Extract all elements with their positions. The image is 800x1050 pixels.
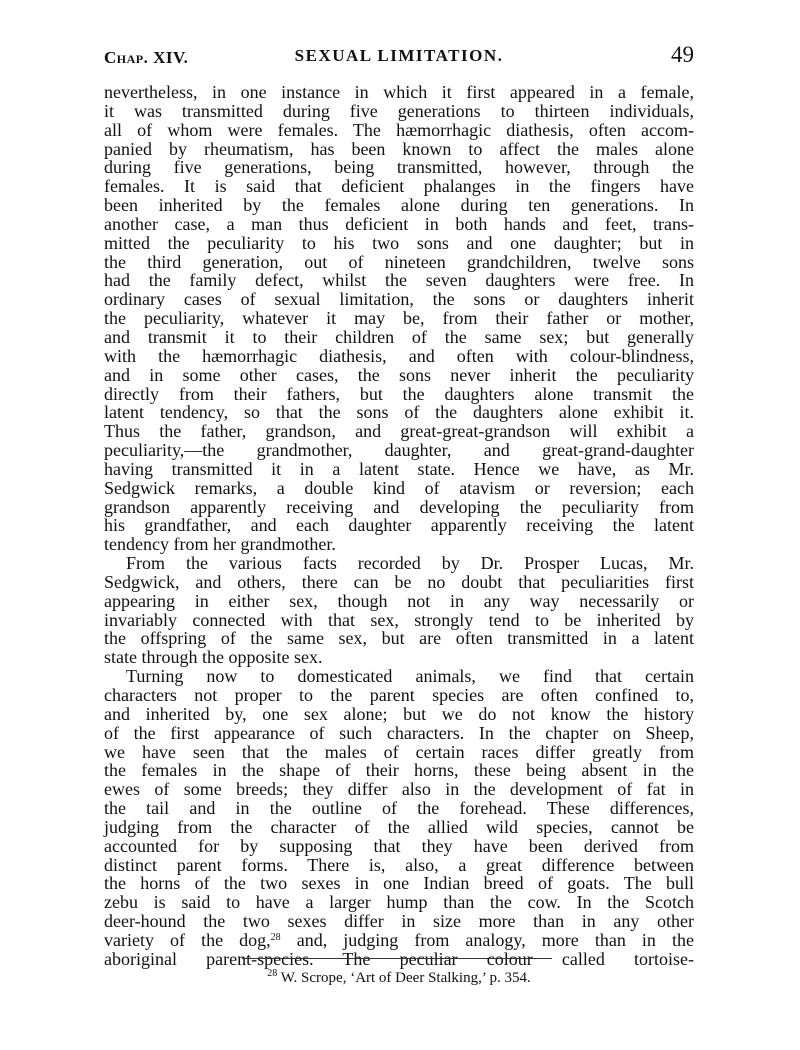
text-line: his grandfather, and each daughter apparently receiving the latent [104, 515, 694, 536]
paragraph-end-line: state through the opposite sex. [104, 647, 323, 668]
line-text: variety of the dog, [104, 929, 271, 950]
text-line: the horns of the two sexes in one Indian breed of goats. The bull [104, 873, 694, 894]
footnote-text: W. Scrope, ‘Art of Deer Stalking,’ p. 354. [277, 970, 531, 986]
text-line: Thus the father, grandson, and great-great-grandson will exhibit a [104, 421, 694, 442]
page-number: 49 [671, 42, 694, 67]
footnote [104, 970, 694, 987]
text-line: Sedgwick, and others, there can be no doubt that peculiarities first [104, 571, 694, 592]
text-line: the third generation, out of nineteen grandchildren, twelve sons [104, 251, 694, 272]
paragraph-start-line: Turning now to domesticated animals, we find that certain [126, 666, 694, 687]
text-line: aboriginal parent-species. The peculiar colour called tortoise- [104, 948, 694, 969]
text-line: all of whom were females. The hæmorrhagic diathesis, often accom- [104, 119, 694, 140]
text-line: females. It is said that deficient phalanges in the fingers have [104, 176, 694, 197]
text-line: having transmitted it in a latent state. Hence we have, as Mr. [104, 458, 694, 479]
text-line: been inherited by the females alone during ten generations. In [104, 195, 694, 216]
running-header [104, 42, 694, 72]
text-line: zebu is said to have a larger hump than the cow. In the Scotch [104, 892, 694, 913]
text-line: deer-hound the two sexes differ in size more than in any other [104, 911, 694, 932]
text-line: it was transmitted during five generations to thirteen individuals, [104, 100, 694, 121]
text-line: of the first appearance of such characters. In the chapter on Sheep, [104, 722, 694, 743]
text-line: grandson apparently receiving and developing the peculiarity from [104, 496, 694, 517]
text-line: Sedgwick remarks, a double kind of atavism or reversion; each [104, 477, 694, 498]
text-line: during five generations, being transmitted, however, through the [104, 157, 694, 178]
text-line: appearing in either sex, though not in any way necessarily or [104, 590, 694, 611]
text-line: and transmit it to their children of the same sex; but generally [104, 326, 694, 347]
chapter-label: Chap. XIV. [104, 48, 189, 67]
text-line: accounted for by supposing that they have been derived from [104, 835, 694, 856]
text-line: the females in the shape of their horns, these being absent in the [104, 760, 694, 781]
text-line: invariably connected with that sex, strongly tend to be inherited by [104, 609, 694, 630]
text-line: mitted the peculiarity to his two sons and one daughter; but in [104, 232, 694, 253]
text-line-with-footnote-ref [104, 931, 694, 950]
text-line: with the hæmorrhagic diathesis, and often with colour-blindness, [104, 345, 694, 366]
text-line: the tail and in the outline of the forehead. These differences, [104, 798, 694, 819]
paragraph-end-line: tendency from her grandmother. [104, 534, 336, 555]
text-line: panied by rheumatism, has been known to affect the males alone [104, 138, 694, 159]
footnote-mark: 28 [267, 968, 278, 979]
text-line: the peculiarity, whatever it may be, from their father or mother, [104, 308, 694, 329]
body-text [104, 83, 694, 969]
text-line: nevertheless, in one instance in which it first appeared in a female, [104, 82, 694, 102]
text-line: peculiarity,—the grandmother, daughter, and great-grand-daughter [104, 440, 694, 461]
line-text: and, judging from analogy, more than in the [280, 929, 694, 950]
text-line: distinct parent forms. There is, also, a great difference between [104, 854, 694, 875]
text-line: judging from the character of the allied wild species, cannot be [104, 816, 694, 837]
text-line: had the family defect, whilst the seven daughters were free. In [104, 270, 694, 291]
footnote-divider [242, 958, 552, 959]
running-title: SEXUAL LIMITATION. [294, 46, 504, 65]
text-line: the offspring of the same sex, but are often transmitted in a latent [104, 628, 694, 649]
footnote-reference[interactable]: 28 [270, 931, 281, 943]
text-line: and in some other cases, the sons never inherit the peculiarity [104, 364, 694, 385]
text-line: we have seen that the males of certain races differ greatly from [104, 741, 694, 762]
text-line: another case, a man thus deficient in both hands and feet, trans- [104, 213, 694, 234]
text-line: and inherited by, one sex alone; but we do not know the history [104, 703, 694, 724]
text-line: ordinary cases of sexual limitation, the sons or daughters inherit [104, 289, 694, 310]
text-line: ewes of some breeds; they differ also in the development of fat in [104, 779, 694, 800]
text-line: latent tendency, so that the sons of the daughters alone exhibit it. [104, 402, 694, 423]
paragraph-start-line: From the various facts recorded by Dr. Prosper Lucas, Mr. [126, 553, 694, 574]
text-line: characters not proper to the parent species are often confined to, [104, 685, 694, 705]
text-line: directly from their fathers, but the daughters alone transmit the [104, 383, 694, 404]
